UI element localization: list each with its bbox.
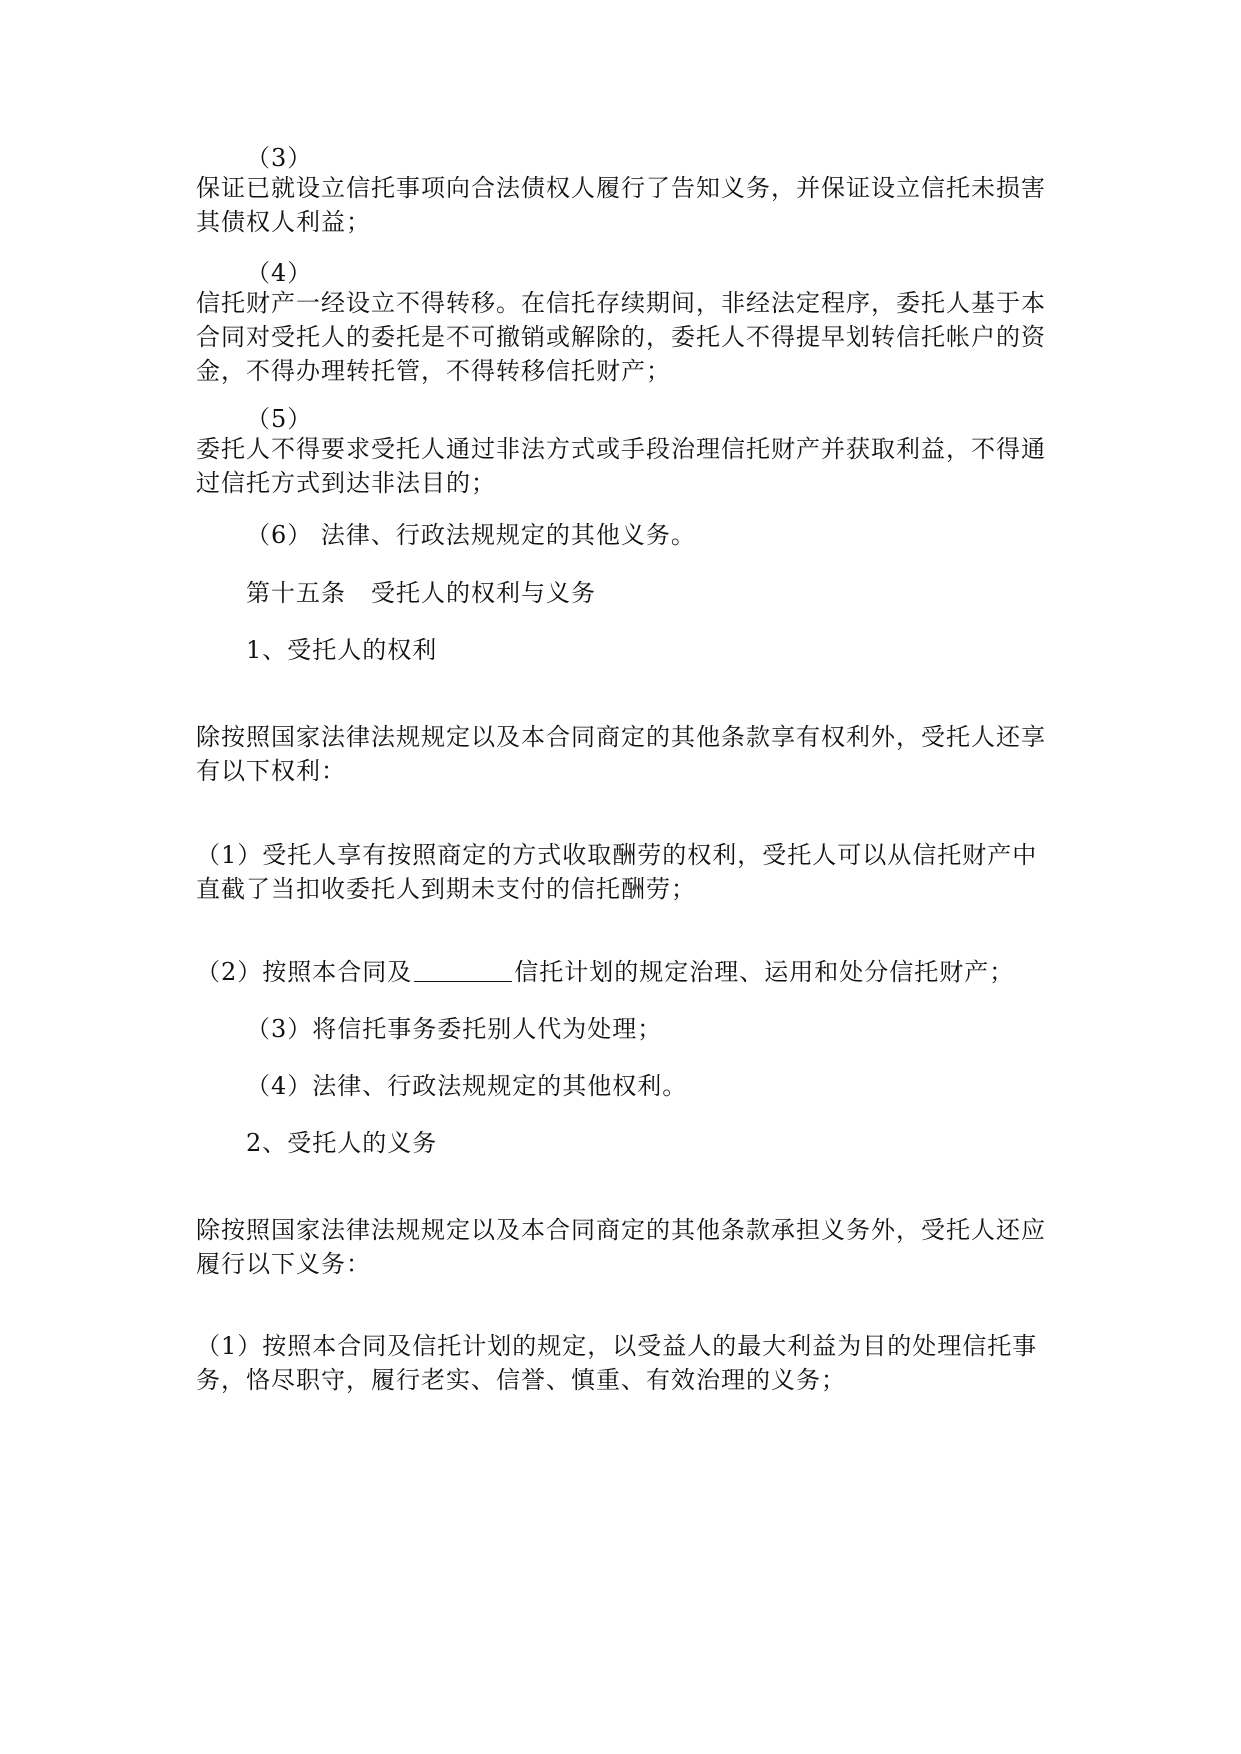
item-3-label: （3） bbox=[246, 144, 313, 172]
item-4-text: 信托财产一经设立不得转移。在信托存续期间，非经法定程序，委托人基于本合同对受托人的委托是不可撤销或解除的，委托人不得提早划转信托帐户的资金，不得办理转托管，不得转移信托财产； bbox=[196, 289, 1046, 385]
rights-intro: 除按照国家法律法规规定以及本合同商定的其他条款享有权利外，受托人还享有以下权利： bbox=[196, 723, 1046, 785]
section-1-title: 1、受托人的权利 bbox=[246, 636, 438, 664]
article-15-title: 第十五条 受托人的权利与义务 bbox=[246, 579, 596, 607]
right-3: （3）将信托事务委托别人代为处理； bbox=[246, 1015, 663, 1043]
right-1: （1）受托人享有按照商定的方式收取酬劳的权利，受托人可以从信托财产中直截了当扣收委托人到期未支付的信托酬劳； bbox=[196, 841, 1038, 903]
item-5-text: 委托人不得要求受托人通过非法方式或手段治理信托财产并获取利益，不得通过信托方式到达非法目的； bbox=[196, 435, 1046, 497]
item-5-label: （5） bbox=[246, 405, 313, 433]
fill-in-blank bbox=[414, 957, 512, 982]
item-3-text: 保证已就设立信托事项向合法债权人履行了告知义务，并保证设立信托未损害其债权人利益； bbox=[196, 174, 1046, 236]
item-6-text: （6） 法律、行政法规规定的其他义务。 bbox=[246, 521, 696, 549]
item-4-label: （4） bbox=[246, 259, 313, 287]
right-2 bbox=[196, 955, 1056, 989]
duties-intro: 除按照国家法律法规规定以及本合同商定的其他条款承担义务外，受托人还应履行以下义务： bbox=[196, 1216, 1046, 1278]
duty-1: （1）按照本合同及信托计划的规定，以受益人的最大利益为目的处理信托事务，恪尽职守，履行老实、信誉、慎重、有效治理的义务； bbox=[196, 1332, 1038, 1394]
right-2-prefix: （2）按照本合同及 bbox=[196, 958, 413, 986]
right-4: （4）法律、行政法规规定的其他权利。 bbox=[246, 1072, 688, 1100]
section-2-title: 2、受托人的义务 bbox=[246, 1129, 438, 1157]
right-2-suffix: 信托计划的规定治理、运用和处分信托财产； bbox=[514, 958, 1015, 986]
